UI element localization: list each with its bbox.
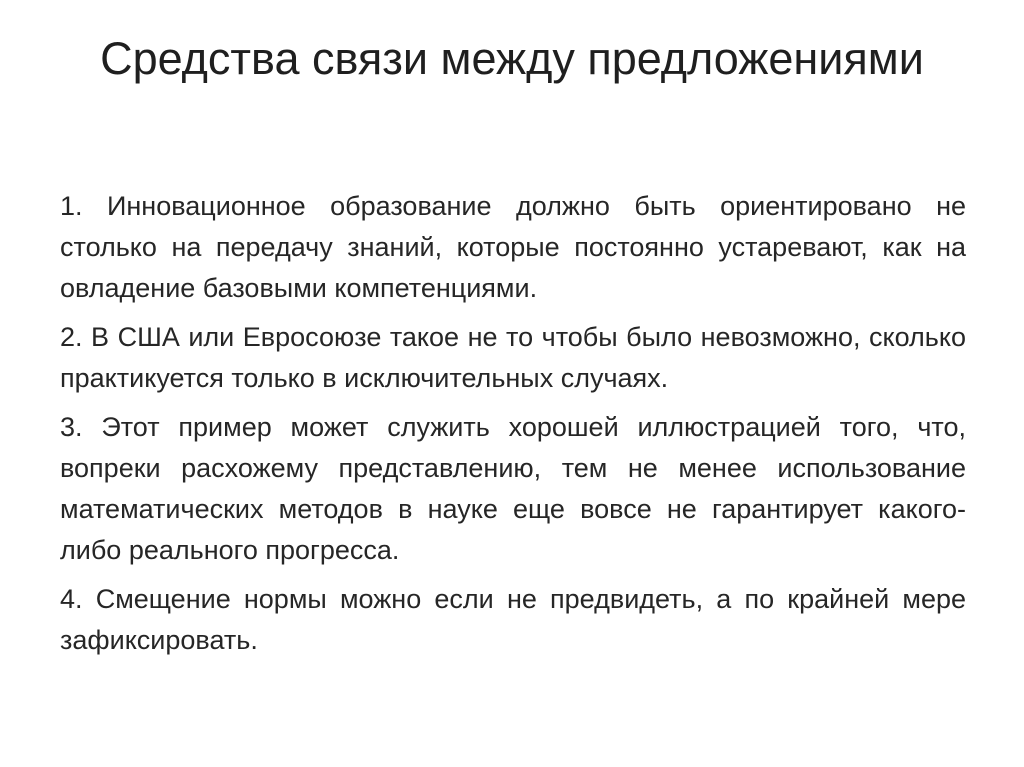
slide-body xyxy=(60,186,966,669)
slide-title: Средства связи между предложениями xyxy=(100,33,924,84)
paragraph-4: 4. Смещение нормы можно если не предвидеть, а по крайней мере зафиксировать. xyxy=(60,584,966,655)
paragraph-2: 2. В США или Евросоюзе такое не то чтобы было невозможно, сколько практикуется только в исключительных случаях. xyxy=(60,322,966,393)
paragraph-3: 3. Этот пример может служить хорошей иллюстрацией того, что, вопреки расхожему представлению, тем не менее использование математических методов в науке еще вовсе не гарантирует какого-либо реального прогресса. xyxy=(60,412,966,565)
paragraph-1: 1. Инновационное образование должно быть ориентировано не столько на передачу знаний, которые постоянно устаревают, как на овладение базовыми компетенциями. xyxy=(60,191,966,303)
